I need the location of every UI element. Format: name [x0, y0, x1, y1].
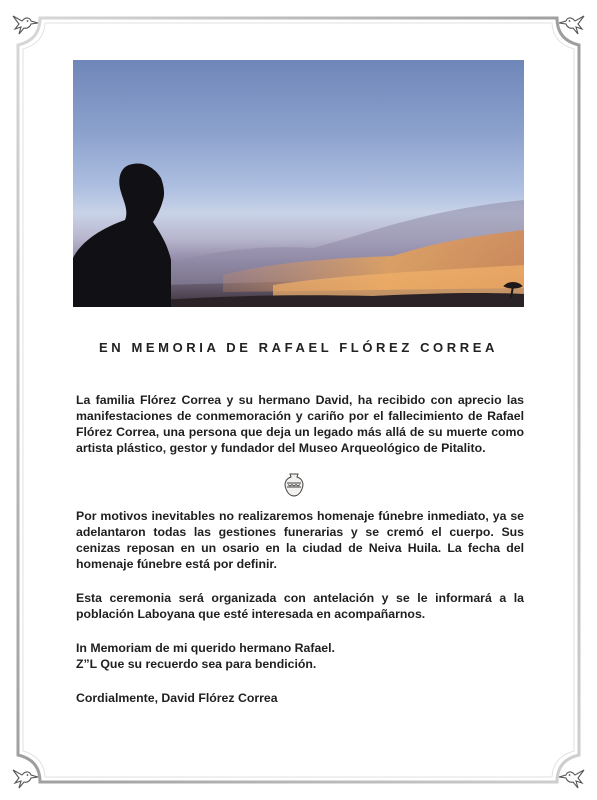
- paragraph-funeral-details: Por motivos inevitables no realizaremos homenaje fúnebre inmediato, ya se adelantaron todas las gestiones funerarias y se cremó el cuerpo. Sus cenizas reposan en un osario en la ciudad de Neiva Huila. La fecha del homenaje fúnebre está por definir.: [76, 509, 524, 571]
- paragraph-acknowledgement: La familia Flórez Correa y su hermano David, ha recibido con aprecio las manifestaciones de conmemoración y cariño por el fallecimiento de Rafael Flórez Correa, una persona que deja un legado más allá de su muerte como artista plástico, gestor y fundador del Museo Arqueológico de Pitalito.: [76, 393, 524, 455]
- paragraph-in-memoriam: [76, 640, 524, 672]
- memorial-photo: [73, 60, 524, 307]
- hummingbird-icon: [557, 762, 587, 792]
- hummingbird-icon: [10, 762, 40, 792]
- hummingbird-icon: [557, 8, 587, 38]
- blessing-line: Z”L Que su recuerdo sea para bendición.: [76, 657, 317, 671]
- in-memoriam-line: In Memoriam de mi querido hermano Rafael.: [76, 641, 335, 655]
- paragraph-ceremony: Esta ceremonia será organizada con antelación y se le informará a la población Laboyana que esté interesada en acompañarnos.: [76, 591, 524, 621]
- vase-icon: [282, 472, 306, 498]
- page-title: EN MEMORIA DE RAFAEL FLÓREZ CORREA: [98, 340, 499, 355]
- hummingbird-icon: [10, 8, 40, 38]
- signature: Cordialmente, David Flórez Correa: [76, 691, 278, 705]
